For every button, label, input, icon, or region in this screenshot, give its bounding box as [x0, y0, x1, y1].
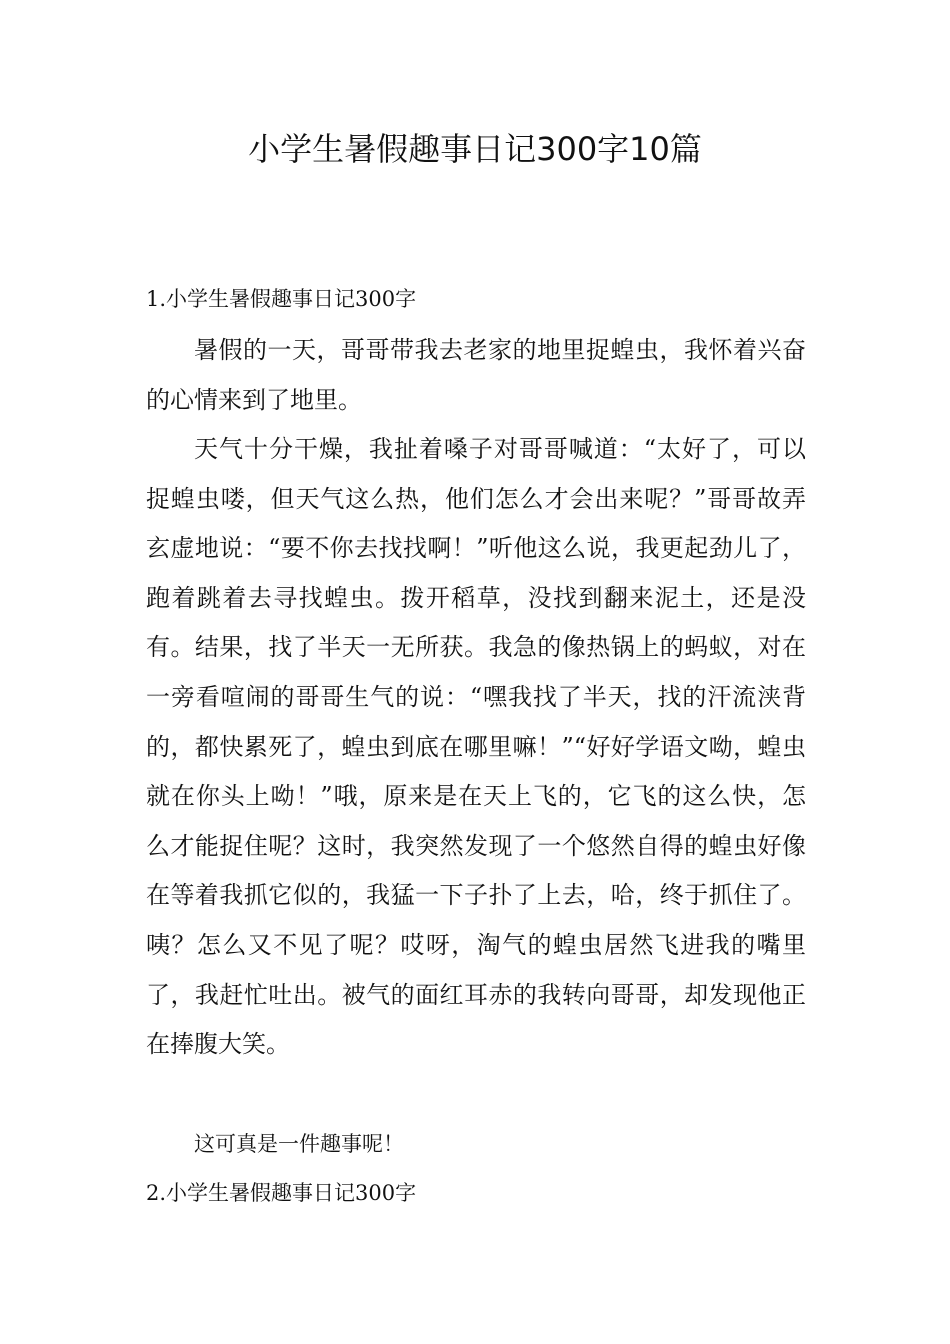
document-title: 小学生暑假趣事日记300字10篇	[248, 130, 702, 168]
section-heading-1: 1.小学生暑假趣事日记300字	[146, 287, 417, 311]
section-heading-2: 2.小学生暑假趣事日记300字	[146, 1181, 417, 1205]
paragraph-3: 这可真是一件趣事呢！	[194, 1132, 404, 1156]
paragraph-1: 暑假的一天，哥哥带我去老家的地里捉蝗虫，我怀着兴奋的心情来到了地里。	[146, 336, 806, 414]
paragraph-2: 天气十分干燥，我扯着嗓子对哥哥喊道：“太好了，可以捉蝗虫喽，但天气这么热，他们怎么才会出来呢？”哥哥故弄玄虚地说：“要不你去找找啊！”听他这么说，我更起劲儿了，跑着跳着去寻找蝗虫。拨开稻草，没找到翻来泥土，还是没有。结果，找了半天一无所获。我急的像热锅上的蚂蚁，对在一旁看喧闹的哥哥生气的说：“嘿我找了半天，找的汗流浃背的，都快累死了，蝗虫到底在哪里嘛！”“好好学语文呦，蝗虫就在你头上呦！”哦，原来是在天上飞的，它飞的这么快，怎么才能捉住呢？这时，我突然发现了一个悠然自得的蝗虫好像在等着我抓它似的，我猛一下子扑了上去，哈，终于抓住了。咦？怎么又不见了呢？哎呀，淘气的蝗虫居然飞进我的嘴里了，我赶忙吐出。被气的面红耳赤的我转向哥哥，却发现他正在捧腹大笑。	[146, 435, 806, 1059]
